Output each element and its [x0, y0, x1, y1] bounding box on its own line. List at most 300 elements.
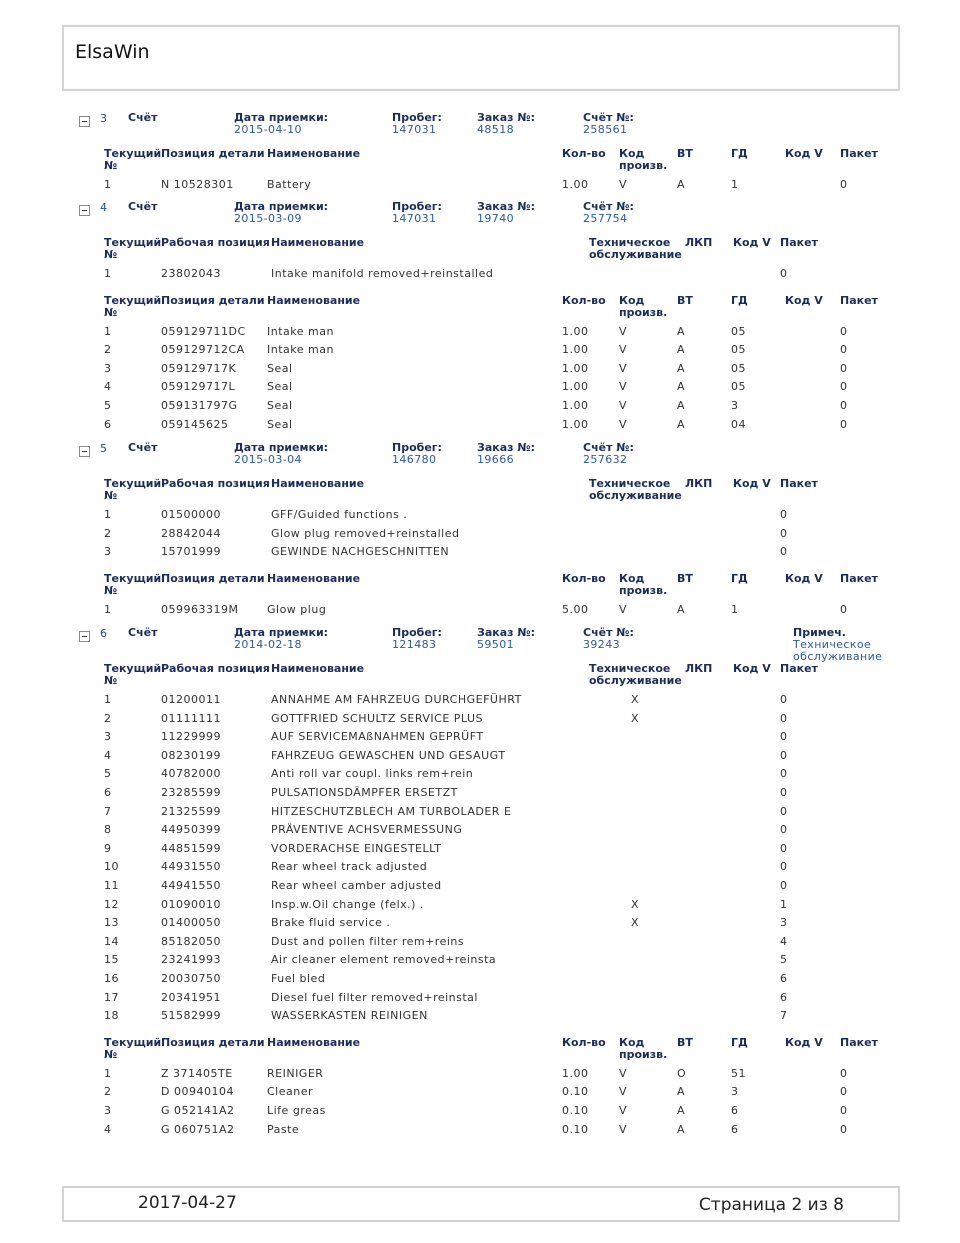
mileage-field-label: Пробег: — [392, 200, 442, 213]
cell: 059145625 — [161, 417, 229, 431]
col-gd: ГД — [731, 293, 748, 307]
cell: 1.00 — [562, 417, 589, 431]
invoice-no-field-label: Счёт №: — [583, 111, 634, 124]
col-current-no: № — [104, 248, 118, 261]
col-current-no: № — [104, 583, 118, 597]
col-kodv: Код V — [785, 1035, 823, 1049]
cell: Brake fluid service . — [271, 916, 391, 930]
cell: 4 — [780, 934, 788, 948]
cell: V — [619, 417, 628, 431]
cell: Intake man — [267, 324, 334, 338]
cell: GEWINDE NACHGESCHNITTEN — [271, 545, 450, 559]
cell: PRÄVENTIVE ACHSVERMESSUNG — [271, 823, 463, 837]
mileage-field-value: 147031 — [392, 212, 437, 225]
table-row — [0, 861, 960, 877]
col-code: Код — [619, 293, 645, 307]
cell: 0 — [840, 399, 848, 412]
order-field — [477, 627, 535, 651]
cell: 1.00 — [562, 399, 589, 412]
invoice-label-label: Счёт — [128, 111, 158, 124]
table-row — [0, 954, 960, 970]
date-field-label: Дата приемки: — [234, 111, 329, 124]
cell: 40782000 — [161, 767, 221, 781]
col-current: Текущий — [104, 1035, 162, 1049]
cell: O — [677, 1066, 687, 1080]
col-packet: Пакет — [840, 293, 878, 307]
cell: 05 — [731, 343, 746, 357]
table-row — [0, 713, 960, 729]
cell: 10 — [104, 860, 119, 874]
table-row — [0, 973, 960, 989]
cell: 23285599 — [161, 786, 221, 799]
col-packet: Пакет — [840, 147, 878, 160]
cell: 11229999 — [161, 730, 221, 744]
cell: 3 — [780, 916, 788, 930]
cell: 1 — [104, 178, 112, 191]
order-number: 5 — [100, 442, 107, 455]
cell: 0 — [780, 804, 788, 818]
invoice-label-label: Счёт — [128, 441, 158, 454]
table-row — [0, 1105, 960, 1121]
cell: 1 — [104, 693, 112, 706]
collapse-toggle-icon[interactable] — [79, 205, 90, 216]
col-packet: Пакет — [840, 1035, 878, 1049]
cell: V — [619, 1104, 628, 1117]
cell: 0 — [780, 730, 788, 744]
cell: 0 — [780, 879, 788, 892]
cell: 2 — [104, 1085, 112, 1099]
cell: 0 — [840, 1122, 848, 1136]
cell: 0 — [840, 417, 848, 431]
mileage-field — [392, 201, 442, 225]
cell: D 00940104 — [161, 1085, 234, 1099]
col-vt: ВТ — [677, 293, 693, 307]
col-vt: ВТ — [677, 1035, 693, 1049]
cell: A — [677, 1085, 686, 1099]
cell: 5 — [104, 399, 112, 412]
cell: 01400050 — [161, 916, 221, 930]
table-row — [0, 917, 960, 933]
col-name: Наименование — [267, 571, 361, 585]
col-name: Наименование — [267, 1035, 361, 1049]
col-lkp: ЛКП — [685, 662, 713, 675]
mileage-field-value: 147031 — [392, 123, 437, 136]
invoice-no-field — [583, 201, 634, 225]
table-row — [0, 992, 960, 1008]
date-field — [234, 627, 328, 651]
cell: Glow plug — [267, 602, 327, 616]
col-service: Техническое — [589, 662, 671, 675]
cell: A — [677, 602, 686, 616]
col-name: Наименование — [271, 477, 365, 490]
table-row — [0, 381, 960, 397]
cell: A — [677, 343, 686, 357]
cell: 0 — [840, 178, 848, 191]
cell: GOTTFRIED SCHULTZ SERVICE PLUS — [271, 711, 484, 725]
table-row — [0, 344, 960, 360]
cell: REINIGER — [267, 1066, 324, 1080]
cell: 01200011 — [161, 693, 221, 706]
cell: Diesel fuel filter removed+reinstal — [271, 990, 478, 1004]
order-field — [477, 112, 535, 136]
col-kodv: Код V — [785, 293, 823, 307]
cell: Z 371405TE — [161, 1066, 233, 1080]
col-code: Код — [619, 1035, 645, 1049]
mileage-field-value: 121483 — [392, 638, 437, 651]
cell: 0 — [840, 1104, 848, 1117]
col-vt: ВТ — [677, 571, 693, 585]
col-kodv: Код V — [733, 236, 771, 249]
col-name: Наименование — [267, 147, 361, 160]
cell: 0 — [780, 545, 788, 559]
table-row — [0, 694, 960, 710]
cell: 1.00 — [562, 361, 589, 375]
cell: 0.10 — [562, 1085, 589, 1099]
cell: 01090010 — [161, 897, 221, 911]
cell: 15 — [104, 953, 119, 967]
col-qty: Кол-во — [562, 571, 606, 585]
cell: 1 — [104, 508, 112, 521]
cell: Insp.w.Oil change (felx.) . — [271, 897, 424, 911]
order-field-label: Заказ №: — [477, 200, 535, 213]
table-row — [0, 899, 960, 915]
cell: 0 — [780, 786, 788, 799]
col-name: Наименование — [271, 662, 365, 675]
col-name: Наименование — [271, 236, 365, 249]
cell: 5 — [780, 953, 788, 967]
cell: 20030750 — [161, 972, 221, 985]
cell: 01111111 — [161, 711, 221, 725]
cell: V — [619, 380, 628, 394]
cell: 0 — [780, 767, 788, 781]
collapse-toggle-icon[interactable] — [79, 116, 90, 127]
invoice-no-field — [583, 112, 634, 136]
collapse-toggle-icon[interactable] — [79, 631, 90, 642]
cell: A — [677, 178, 686, 191]
col-gd: ГД — [731, 571, 748, 585]
invoice-no-field — [583, 627, 634, 651]
service-check: X — [631, 711, 640, 725]
table-row — [0, 326, 960, 342]
cell: 0 — [840, 380, 848, 394]
col-position: Позиция детали — [161, 571, 265, 585]
order-field-label: Заказ №: — [477, 111, 535, 124]
cell: 1 — [104, 267, 112, 280]
cell: 1 — [780, 897, 788, 911]
col-current: Текущий — [104, 293, 162, 307]
mileage-field-label: Пробег: — [392, 111, 442, 124]
invoice-no-field-label: Счёт №: — [583, 200, 634, 213]
order-field-label: Заказ №: — [477, 441, 535, 454]
date-field — [234, 112, 328, 136]
table-row — [0, 1124, 960, 1140]
cell: 6 — [104, 786, 112, 799]
cell: 0.10 — [562, 1122, 589, 1136]
cell: Life greas — [267, 1104, 326, 1117]
table-row — [0, 787, 960, 803]
cell: 4 — [104, 748, 112, 762]
cell: 51582999 — [161, 1009, 221, 1023]
cell: 1.00 — [562, 380, 589, 394]
cell: Air cleaner element removed+reinsta — [271, 953, 497, 967]
cell: Seal — [267, 417, 293, 431]
cell: WASSERKASTEN REINIGEN — [271, 1009, 428, 1023]
cell: V — [619, 602, 628, 616]
cell: HITZESCHUTZBLECH AM TURBOLADER E — [271, 804, 512, 818]
col-code-sub: произв. — [619, 583, 668, 597]
col-current: Текущий — [104, 236, 162, 249]
cell: 44950399 — [161, 823, 221, 837]
table-row — [0, 1068, 960, 1084]
cell: 0 — [780, 693, 788, 706]
note-label: Примеч. — [793, 626, 846, 639]
cell: 12 — [104, 897, 119, 911]
col-position: Рабочая позиция — [161, 662, 270, 675]
col-gd: ГД — [731, 147, 748, 160]
table-row — [0, 936, 960, 952]
cell: G 060751A2 — [161, 1122, 235, 1136]
order-field-value: 19666 — [477, 453, 514, 466]
cell: 44931550 — [161, 860, 221, 874]
col-kodv: Код V — [785, 147, 823, 160]
invoice-label — [128, 201, 157, 213]
order-field — [477, 201, 535, 225]
cell: 1.00 — [562, 324, 589, 338]
mileage-field — [392, 442, 442, 466]
order-number: 6 — [100, 627, 107, 640]
invoice-no-field-value: 257754 — [583, 212, 628, 225]
cell: 51 — [731, 1066, 746, 1080]
invoice-label-label: Счёт — [128, 626, 158, 639]
order-field-value: 19740 — [477, 212, 514, 225]
cell: 059129711DC — [161, 324, 246, 338]
cell: 0 — [840, 1085, 848, 1099]
date-field-label: Дата приемки: — [234, 200, 329, 213]
col-current-no: № — [104, 1047, 118, 1061]
cell: 04 — [731, 417, 746, 431]
col-current: Текущий — [104, 662, 162, 675]
table-row — [0, 1086, 960, 1102]
invoice-label — [128, 112, 157, 124]
cell: 3 — [104, 1104, 112, 1117]
cell: 2 — [104, 343, 112, 357]
table-row — [0, 509, 960, 525]
table-row — [0, 363, 960, 379]
col-service: Техническое — [589, 236, 671, 249]
order-field — [477, 442, 535, 466]
cell: GFF/Guided functions . — [271, 508, 408, 521]
table-row — [0, 806, 960, 822]
cell: 85182050 — [161, 934, 221, 948]
cell: 08230199 — [161, 748, 221, 762]
date-field-value: 2015-03-09 — [234, 212, 302, 225]
cell: A — [677, 1122, 686, 1136]
mileage-field — [392, 112, 442, 136]
invoice-no-field — [583, 442, 634, 466]
invoice-no-field-value: 258561 — [583, 123, 628, 136]
cell: V — [619, 324, 628, 338]
cell: A — [677, 380, 686, 394]
cell: Intake manifold removed+reinstalled — [271, 267, 494, 280]
cell: 05 — [731, 324, 746, 338]
cell: Seal — [267, 380, 293, 394]
cell: 059963319M — [161, 602, 239, 616]
cell: 6 — [780, 990, 788, 1004]
order-number: 4 — [100, 201, 107, 214]
cell: 0.10 — [562, 1104, 589, 1117]
footer-date: 2017-04-27 — [138, 1193, 237, 1213]
cell: A — [677, 361, 686, 375]
date-field-value: 2014-02-18 — [234, 638, 302, 651]
cell: 059129717L — [161, 380, 236, 394]
cell: 3 — [104, 361, 112, 375]
cell: 1.00 — [562, 178, 589, 191]
cell: 13 — [104, 916, 119, 930]
cell: 0 — [780, 508, 788, 521]
cell: A — [677, 1104, 686, 1117]
cell: Cleaner — [267, 1085, 314, 1099]
cell: 0 — [780, 711, 788, 725]
cell: Rear wheel camber adjusted — [271, 879, 442, 892]
cell: 0 — [840, 1066, 848, 1080]
collapse-toggle-icon[interactable] — [79, 446, 90, 457]
date-field — [234, 442, 328, 466]
date-field — [234, 201, 328, 225]
cell: A — [677, 417, 686, 431]
cell: N 10528301 — [161, 178, 234, 191]
table-row — [0, 419, 960, 435]
cell: 3 — [104, 730, 112, 744]
order-field-value: 48518 — [477, 123, 514, 136]
table-row — [0, 546, 960, 562]
cell: 059131797G — [161, 399, 238, 412]
invoice-label — [128, 627, 157, 639]
cell: 6 — [104, 417, 112, 431]
cell: Rear wheel track adjusted — [271, 860, 428, 874]
cell: 0 — [780, 841, 788, 855]
table-row — [0, 1010, 960, 1026]
date-field-value: 2015-03-04 — [234, 453, 302, 466]
col-current: Текущий — [104, 571, 162, 585]
cell: 1 — [104, 324, 112, 338]
invoice-no-field-value: 257632 — [583, 453, 628, 466]
mileage-field — [392, 627, 442, 651]
cell: 1 — [731, 602, 739, 616]
cell: 4 — [104, 380, 112, 394]
order-field-label: Заказ №: — [477, 626, 535, 639]
invoice-no-field-value: 39243 — [583, 638, 620, 651]
col-code: Код — [619, 571, 645, 585]
col-code-sub: произв. — [619, 1047, 668, 1061]
col-lkp: ЛКП — [685, 236, 713, 249]
cell: V — [619, 1085, 628, 1099]
col-current: Текущий — [104, 147, 162, 160]
cell: A — [677, 324, 686, 338]
cell: 9 — [104, 841, 112, 855]
col-gd: ГД — [731, 1035, 748, 1049]
col-current-no: № — [104, 305, 118, 319]
cell: 21325599 — [161, 804, 221, 818]
cell: Glow plug removed+reinstalled — [271, 526, 460, 540]
order-number: 3 — [100, 112, 107, 125]
cell: 8 — [104, 823, 112, 837]
mileage-field-label: Пробег: — [392, 441, 442, 454]
cell: VORDERACHSE EINGESTELLT — [271, 841, 442, 855]
cell: 059129717K — [161, 361, 237, 375]
cell: 0 — [780, 823, 788, 837]
cell: V — [619, 361, 628, 375]
invoice-no-field-label: Счёт №: — [583, 626, 634, 639]
cell: 0 — [780, 860, 788, 874]
date-field-value: 2015-04-10 — [234, 123, 302, 136]
cell: V — [619, 1122, 628, 1136]
col-code: Код — [619, 147, 645, 160]
cell: 44851599 — [161, 841, 221, 855]
col-qty: Кол-во — [562, 1035, 606, 1049]
cell: 2 — [104, 711, 112, 725]
cell: 059129712CA — [161, 343, 245, 357]
cell: 05 — [731, 380, 746, 394]
cell: 7 — [104, 804, 112, 818]
cell: Seal — [267, 361, 293, 375]
cell: Anti roll var coupl. links rem+rein — [271, 767, 474, 781]
cell: Dust and pollen filter rem+reins — [271, 934, 465, 948]
cell: 0 — [840, 343, 848, 357]
table-row — [0, 750, 960, 766]
cell: 1 — [731, 178, 739, 191]
col-service: Техническое — [589, 477, 671, 490]
cell: 16 — [104, 972, 119, 985]
cell: V — [619, 399, 628, 412]
cell: 5.00 — [562, 602, 589, 616]
order-field-value: 59501 — [477, 638, 514, 651]
cell: 20341951 — [161, 990, 221, 1004]
table-row — [0, 880, 960, 896]
cell: 11 — [104, 879, 119, 892]
app-title: ElsaWin — [75, 41, 150, 63]
cell: ANNAHME AM FAHRZEUG DURCHGEFÜHRT — [271, 693, 522, 706]
col-position: Позиция детали — [161, 147, 265, 160]
col-name: Наименование — [267, 293, 361, 307]
col-packet: Пакет — [780, 236, 818, 249]
table-row — [0, 824, 960, 840]
table-row — [0, 843, 960, 859]
col-packet: Пакет — [780, 477, 818, 490]
cell: 6 — [731, 1122, 739, 1136]
cell: G 052141A2 — [161, 1104, 235, 1117]
col-position: Позиция детали — [161, 1035, 265, 1049]
col-code-sub: произв. — [619, 159, 668, 172]
service-check: X — [631, 897, 640, 911]
cell: 14 — [104, 934, 119, 948]
col-vt: ВТ — [677, 147, 693, 160]
col-packet: Пакет — [780, 662, 818, 675]
cell: 1 — [104, 602, 112, 616]
cell: 6 — [780, 972, 788, 985]
col-current: Текущий — [104, 477, 162, 490]
col-kodv: Код V — [733, 477, 771, 490]
footer-box — [62, 1186, 900, 1222]
cell: Paste — [267, 1122, 300, 1136]
table-row — [0, 731, 960, 747]
cell: 15701999 — [161, 545, 221, 559]
mileage-field-label: Пробег: — [392, 626, 442, 639]
invoice-no-field-label: Счёт №: — [583, 441, 634, 454]
cell: 1.00 — [562, 343, 589, 357]
cell: 28842044 — [161, 526, 221, 540]
cell: 0 — [780, 748, 788, 762]
footer-page-number: Страница 2 из 8 — [698, 1195, 844, 1215]
